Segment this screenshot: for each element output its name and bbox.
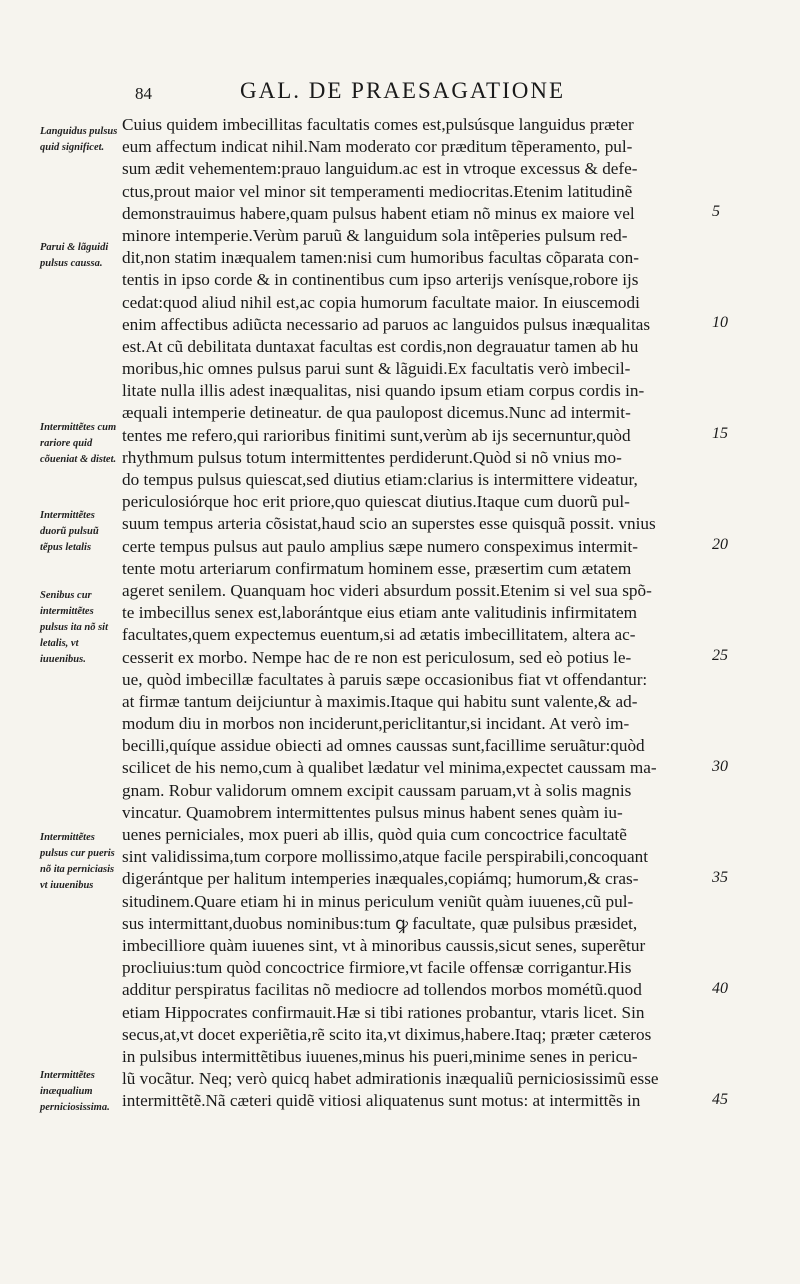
text-line: facultates,quem expectemus euentum,si ad ætatis imbecillitatem, altera ac- — [122, 625, 636, 645]
text-line: imbecilliore quàm iuuenes sint, vt à minoribus caussis,sicut senes, superẽtur — [122, 935, 646, 955]
page-number: 84 — [135, 84, 152, 103]
margin-note: Senibus cur intermittẽtes pulsus ita nõ sit letalis, vt iuuenibus. — [40, 590, 108, 665]
text-line: periculosiórque hoc erit priore,quo quiescat diutius.Itaque cum duorũ pul- — [122, 492, 630, 512]
text-line: suum tempus arteria cõsistat,haud scio an superstes esse quisquã possit. vnius — [122, 514, 656, 534]
text-line: etiam Hippocrates confirmauit.Hæ si tibi rationes probantur, vtaris licet. Sin — [122, 1002, 645, 1022]
text-line: situdinem.Quare etiam hi in minus periculum veniũt quàm iuuenes,cũ pul- — [122, 891, 634, 911]
text-line: moribus,hic omnes pulsus parui sunt & lãguidi.Ex facultatis verò imbecil- — [122, 359, 631, 379]
text-line: cedat:quod aliud nihil est,ac copia humorum facultate maior. In eiuscemodi — [122, 292, 640, 312]
margin-note: Intermittẽtes duorũ pulsuũ tẽpus letalis — [40, 510, 99, 553]
line-number: 15 — [712, 425, 728, 442]
line-number: 30 — [712, 758, 728, 775]
text-line: lũ vocãtur. Neq; verò quicq habet admirationis inæqualiũ perniciosissimũ esse — [122, 1069, 659, 1089]
text-line: scilicet de his nemo,cum à qualibet lædatur vel minima,expectet caussam ma- — [122, 758, 657, 778]
line-number: 35 — [712, 869, 728, 886]
text-line: intermittẽtẽ.Nã cæteri quidẽ vitiosi aliquatenus sunt motus: at intermittẽs in — [122, 1091, 641, 1111]
text-line: modum diu in morbos non inciderunt,periclitantur,si incidant. At verò im- — [122, 714, 630, 734]
margin-note: Parui & lãguidi pulsus caussa. — [40, 242, 109, 269]
text-line: in pulsibus intermittẽtibus iuuenes,minus his pueri,minime senes in pericu- — [122, 1046, 638, 1066]
text-line: litate nulla illis adest inæqualitas, nisi quando ipsum etiam corpus cordis in- — [122, 381, 645, 401]
margin-note: Intermittẽtes cum rariore quid cõueniat & distet. — [40, 422, 117, 465]
text-line: vincatur. Quamobrem intermittentes pulsus minus habent senes quàm iu- — [122, 802, 623, 822]
text-line: digerántque per halitum intemperies inæquales,copiámq; humorum,& cras- — [122, 869, 639, 889]
text-line: ue, quòd imbecillæ facultates à paruis sæpe occasionibus fiat vt offendantur: — [122, 669, 648, 689]
text-line: enim affectibus adiũcta necessario ad paruos ac languidos pulsus inæqualitas — [122, 314, 651, 334]
margin-note: Languidus pulsus quid significet. — [40, 126, 118, 153]
margin-note: Intermittẽtes pulsus cur pueris nõ ita perniciasis vt iuuenibus — [40, 832, 115, 891]
text-line: sum ædit vehementem:prauo languidum.ac est in vtroque excessus & defe- — [122, 159, 638, 179]
text-line: secus,at,vt docet experiẽtia,rẽ scito ita,vt diximus,habere.Itaq; præter cæteros — [122, 1024, 652, 1044]
line-number: 25 — [712, 647, 728, 664]
text-line: est.At cũ debilitata duntaxat facultas est cordis,non degrauatur tamen ab hu — [122, 336, 639, 356]
text-line: dit,non statim inæqualem tamen:nisi cum humoribus facultas cõparata con- — [122, 248, 639, 268]
text-line: certe tempus pulsus aut paulo amplius sæpe numero conspeximus intermit- — [122, 536, 639, 556]
margin-note: Intermittẽtes inæqualium perniciosissima. — [40, 1070, 110, 1113]
text-line: tentes me refero,qui rarioribus finitimi sunt,verùm ab ijs secernuntur,quòd — [122, 425, 631, 445]
text-line: eum affectum indicat nihil.Nam moderato cor præditum tẽperamento, pul- — [122, 137, 633, 157]
text-line: at firmæ tantum deijciuntur à maximis.Itaque qui habitu sunt valente,& ad- — [122, 691, 638, 711]
text-line: cesserit ex morbo. Nempe hac de re non est periculosum, sed eò potius le- — [122, 647, 632, 667]
line-number: 45 — [712, 1091, 728, 1108]
text-line: uenes perniciales, mox pueri ab illis, quòd quia cum concoctrice facultatẽ — [122, 825, 627, 844]
text-line: do tempus pulsus quiescat,sed diutius etiam:clarius is intermittere videatur, — [122, 470, 638, 489]
text-line: Cuius quidem imbecillitas facultatis comes est,pulsúsque languidus præter — [122, 115, 634, 134]
text-line: æquali intemperie detineatur. de qua paulopost dicemus.Nunc ad intermit- — [122, 403, 631, 423]
text-line: sint validissima,tum corpore mollissimo,atque facile perspirabili,concoquant — [122, 847, 649, 867]
text-line: sus intermittant,duobus nominibus:tum ꝙ facultate, quæ pulsibus præsidet, — [122, 913, 638, 933]
body-text — [122, 114, 708, 1112]
text-line: rhythmum pulsus totum intermittentes perdiderunt.Quòd si nõ vnius mo- — [122, 447, 622, 467]
text-line: tentis in ipso corde & in continentibus cum ipso arterijs venísque,robore ijs — [122, 270, 639, 290]
line-number: 20 — [712, 536, 728, 553]
text-line: demonstrauimus habere,quam pulsus habent etiam nõ minus ex maiore vel — [122, 203, 635, 223]
text-line: ctus,prout maior vel minor sit temperamenti mediocritas.Etenim latitudinẽ — [122, 181, 633, 201]
text-line: ageret senilem. Quanquam hoc videri absurdum possit.Etenim si vel sua spõ- — [122, 580, 652, 600]
line-number: 10 — [712, 314, 728, 331]
text-line: additur perspiratus facilitas nõ mediocre ad tollendos morbos mométũ.quod — [122, 980, 642, 1000]
running-title: GAL. DE PRAESAGATIONE — [240, 78, 566, 103]
line-number: 40 — [712, 980, 728, 997]
text-line: procliuius:tum quòd concoctrice firmiore,vt facile offensæ corrigantur.His — [122, 958, 632, 978]
text-line: becilli,quíque assidue obiecti ad omnes caussas sunt,facillime seruãtur:quòd — [122, 736, 645, 756]
text-line: gnam. Robur validorum omnem excipit caussam paruam,vt à solis magnis — [122, 780, 632, 800]
text-line: tente motu arteriarum confirmatum hominem esse, præsertim cum ætatem — [122, 558, 632, 578]
text-line: minore intemperie.Verùm paruũ & languidum sola intẽperies pulsum red- — [122, 225, 628, 245]
text-line: te imbecillus senex est,laborántque eius etiam ante valitudinis infirmitatem — [122, 603, 638, 623]
line-number: 5 — [712, 203, 720, 220]
